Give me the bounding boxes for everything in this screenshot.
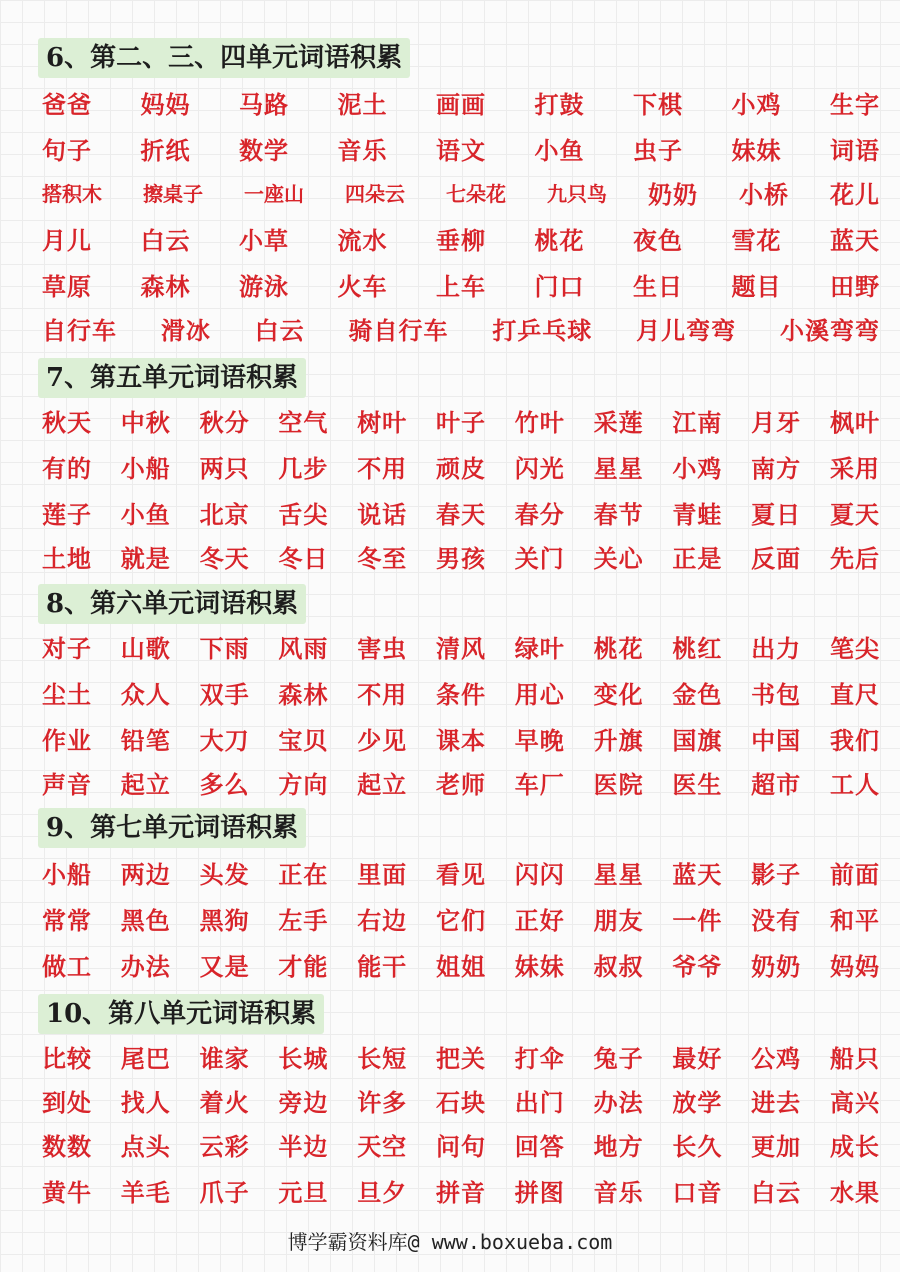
vocab-word: 小鱼 — [120, 499, 171, 529]
vocab-word: 超市 — [751, 769, 802, 799]
vocab-word: 蓝天 — [830, 225, 880, 255]
word-row — [42, 898, 880, 938]
vocab-word: 课本 — [435, 725, 486, 755]
vocab-word: 兔子 — [593, 1043, 644, 1073]
vocab-word: 多么 — [199, 769, 250, 799]
vocab-word: 两只 — [199, 453, 250, 483]
vocab-word: 进去 — [751, 1087, 802, 1117]
vocab-word: 月儿弯弯 — [636, 315, 737, 345]
vocab-word: 音乐 — [593, 1177, 644, 1207]
word-row — [42, 172, 880, 212]
vocab-word: 下棋 — [633, 89, 683, 119]
vocab-word: 冬天 — [199, 543, 250, 573]
vocab-word: 放学 — [672, 1087, 723, 1117]
vocab-word: 滑冰 — [160, 315, 211, 345]
vocab-word: 回答 — [514, 1131, 565, 1161]
vocab-word: 叔叔 — [593, 951, 644, 981]
vocab-word: 元旦 — [278, 1177, 329, 1207]
vocab-word: 小桥 — [739, 179, 789, 209]
vocab-word: 搭积木 — [42, 181, 102, 206]
vocab-word: 头发 — [199, 859, 250, 889]
vocab-word: 没有 — [751, 905, 802, 935]
vocab-word: 声音 — [42, 769, 92, 799]
vocab-word: 就是 — [120, 543, 171, 573]
vocab-word: 点头 — [120, 1131, 171, 1161]
vocab-word: 宝贝 — [278, 725, 329, 755]
vocab-word: 星星 — [593, 859, 644, 889]
vocab-word: 北京 — [199, 499, 250, 529]
vocab-word: 夜色 — [633, 225, 683, 255]
vocab-word: 桃红 — [672, 633, 723, 663]
vocab-word: 春天 — [435, 499, 486, 529]
vocab-word: 条件 — [435, 679, 486, 709]
vocab-word: 青蛙 — [672, 499, 723, 529]
vocab-word: 树叶 — [357, 407, 408, 437]
vocab-word: 一座山 — [244, 181, 304, 206]
vocab-word: 医生 — [672, 769, 723, 799]
vocab-word: 升旗 — [593, 725, 644, 755]
word-row — [42, 308, 880, 348]
vocab-word: 反面 — [751, 543, 802, 573]
vocab-word: 桃花 — [593, 633, 644, 663]
vocab-word: 正是 — [672, 543, 723, 573]
vocab-word: 石块 — [435, 1087, 486, 1117]
vocab-word: 医院 — [593, 769, 644, 799]
vocab-word: 出门 — [514, 1087, 565, 1117]
vocab-word: 双手 — [199, 679, 250, 709]
vocab-word: 春节 — [593, 499, 644, 529]
vocab-word: 小鸡 — [672, 453, 723, 483]
vocab-word: 害虫 — [357, 633, 408, 663]
vocab-word: 泥土 — [337, 89, 388, 119]
word-row — [42, 718, 880, 758]
vocab-word: 长短 — [357, 1043, 408, 1073]
word-row — [42, 82, 880, 122]
vocab-word: 小溪弯弯 — [779, 315, 880, 345]
vocab-word: 四朵云 — [345, 181, 405, 206]
vocab-word: 垂柳 — [436, 225, 486, 255]
vocab-word: 说话 — [357, 499, 408, 529]
vocab-word: 姐姐 — [435, 951, 486, 981]
vocab-word: 做工 — [42, 951, 92, 981]
vocab-word: 拼图 — [514, 1177, 565, 1207]
vocab-word: 九只鸟 — [547, 181, 607, 206]
vocab-word: 顽皮 — [435, 453, 486, 483]
vocab-word: 桃花 — [534, 225, 585, 255]
vocab-word: 语文 — [436, 135, 486, 165]
word-row — [42, 672, 880, 712]
vocab-word: 工人 — [829, 769, 880, 799]
vocab-word: 船只 — [829, 1043, 880, 1073]
vocab-word: 拼音 — [435, 1177, 486, 1207]
word-row — [42, 1080, 880, 1120]
vocab-word: 森林 — [278, 679, 329, 709]
vocab-word: 成长 — [829, 1131, 880, 1161]
vocab-word: 数数 — [42, 1131, 92, 1161]
vocab-word: 几步 — [278, 453, 329, 483]
vocab-word: 上车 — [436, 271, 486, 301]
vocab-word: 小鱼 — [534, 135, 585, 165]
vocab-word: 中国 — [751, 725, 802, 755]
vocab-word: 谁家 — [199, 1043, 250, 1073]
vocab-word: 地方 — [593, 1131, 644, 1161]
vocab-word: 数学 — [239, 135, 289, 165]
vocab-word: 不用 — [357, 453, 408, 483]
vocab-word: 秋天 — [42, 407, 92, 437]
vocab-word: 笔尖 — [829, 633, 880, 663]
section-title: 9、第七单元词语积累 — [38, 808, 306, 848]
vocab-word: 黑狗 — [199, 905, 250, 935]
word-row — [42, 852, 880, 892]
vocab-word: 关门 — [514, 543, 565, 573]
vocab-word: 车厂 — [514, 769, 565, 799]
vocab-word: 铅笔 — [120, 725, 171, 755]
vocab-word: 自行车 — [42, 315, 117, 345]
vocab-word: 叶子 — [435, 407, 486, 437]
vocab-word: 口音 — [672, 1177, 723, 1207]
vocab-word: 用心 — [514, 679, 565, 709]
section-title: 8、第六单元词语积累 — [38, 584, 306, 624]
vocab-word: 又是 — [199, 951, 250, 981]
vocab-word: 莲子 — [42, 499, 92, 529]
vocab-word: 折纸 — [140, 135, 191, 165]
vocab-word: 国旗 — [672, 725, 723, 755]
vocab-word: 生字 — [830, 89, 880, 119]
vocab-word: 题目 — [731, 271, 782, 301]
vocab-word: 起立 — [120, 769, 171, 799]
vocab-word: 找人 — [120, 1087, 171, 1117]
vocab-word: 虫子 — [633, 135, 683, 165]
vocab-word: 影子 — [751, 859, 802, 889]
vocab-word: 妹妹 — [514, 951, 565, 981]
vocab-word: 田野 — [830, 271, 880, 301]
vocab-word: 奶奶 — [648, 179, 698, 209]
vocab-word: 早晚 — [514, 725, 565, 755]
vocab-word: 云彩 — [199, 1131, 250, 1161]
vocab-word: 小船 — [42, 859, 92, 889]
footer-watermark: 博学霸资料库@ www.boxueba.com — [287, 1230, 613, 1254]
vocab-word: 采用 — [829, 453, 880, 483]
vocab-word: 羊毛 — [120, 1177, 171, 1207]
vocab-word: 少见 — [357, 725, 408, 755]
vocab-word: 变化 — [593, 679, 644, 709]
vocab-word: 土地 — [42, 543, 92, 573]
vocab-word: 夏日 — [751, 499, 802, 529]
vocab-word: 长城 — [278, 1043, 329, 1073]
section-title: 10、第八单元词语积累 — [38, 994, 324, 1034]
vocab-word: 门口 — [534, 271, 585, 301]
vocab-word: 风雨 — [278, 633, 329, 663]
vocab-word: 众人 — [120, 679, 171, 709]
vocab-word: 小鸡 — [731, 89, 782, 119]
vocab-word: 擦桌子 — [143, 181, 203, 206]
vocab-word: 正在 — [278, 859, 329, 889]
vocab-word: 森林 — [140, 271, 191, 301]
vocab-word: 草原 — [42, 271, 92, 301]
vocab-word: 游泳 — [239, 271, 289, 301]
vocab-word: 黑色 — [120, 905, 171, 935]
vocab-word: 比较 — [42, 1043, 92, 1073]
vocab-word: 许多 — [357, 1087, 408, 1117]
vocab-word: 右边 — [357, 905, 408, 935]
vocab-word: 到处 — [42, 1087, 92, 1117]
vocab-word: 星星 — [593, 453, 644, 483]
vocab-word: 江南 — [672, 407, 723, 437]
vocab-word: 左手 — [278, 905, 329, 935]
vocab-word: 蓝天 — [672, 859, 723, 889]
vocab-word: 竹叶 — [514, 407, 565, 437]
vocab-word: 绿叶 — [514, 633, 565, 663]
vocab-word: 马路 — [239, 89, 289, 119]
vocab-word: 下雨 — [199, 633, 250, 663]
vocab-word: 大刀 — [199, 725, 250, 755]
vocab-word: 正好 — [514, 905, 565, 935]
vocab-word: 秋分 — [199, 407, 250, 437]
vocab-word: 着火 — [199, 1087, 250, 1117]
vocab-word: 枫叶 — [829, 407, 880, 437]
vocab-word: 妈妈 — [140, 89, 191, 119]
vocab-word: 清风 — [435, 633, 486, 663]
vocab-word: 出力 — [751, 633, 802, 663]
vocab-word: 和平 — [829, 905, 880, 935]
vocab-word: 常常 — [42, 905, 92, 935]
vocab-word: 山歌 — [120, 633, 171, 663]
vocab-word: 两边 — [120, 859, 171, 889]
vocab-word: 闪闪 — [514, 859, 565, 889]
vocab-word: 关心 — [593, 543, 644, 573]
vocab-word: 爸爸 — [42, 89, 92, 119]
vocab-word: 才能 — [278, 951, 329, 981]
vocab-word: 不用 — [357, 679, 408, 709]
vocab-word: 朋友 — [593, 905, 644, 935]
vocab-word: 白云 — [254, 315, 305, 345]
vocab-word: 一件 — [672, 905, 723, 935]
word-row — [42, 128, 880, 168]
vocab-word: 里面 — [357, 859, 408, 889]
vocab-word: 旦夕 — [357, 1177, 408, 1207]
vocab-word: 打伞 — [514, 1043, 565, 1073]
word-row — [42, 446, 880, 486]
vocab-word: 半边 — [278, 1131, 329, 1161]
vocab-word: 冬日 — [278, 543, 329, 573]
vocab-word: 它们 — [435, 905, 486, 935]
word-row — [42, 264, 880, 304]
vocab-word: 白云 — [751, 1177, 802, 1207]
vocab-word: 音乐 — [337, 135, 388, 165]
vocab-word: 作业 — [42, 725, 92, 755]
vocab-word: 小船 — [120, 453, 171, 483]
vocab-word: 火车 — [337, 271, 388, 301]
vocab-word: 春分 — [514, 499, 565, 529]
vocab-word: 旁边 — [278, 1087, 329, 1117]
vocab-word: 画画 — [436, 89, 486, 119]
vocab-word: 直尺 — [829, 679, 880, 709]
vocab-word: 黄牛 — [42, 1177, 92, 1207]
vocab-word: 冬至 — [357, 543, 408, 573]
vocab-word: 先后 — [829, 543, 880, 573]
word-row — [42, 218, 880, 258]
vocab-word: 打乒乓球 — [492, 315, 593, 345]
vocab-word: 我们 — [829, 725, 880, 755]
vocab-word: 小草 — [239, 225, 289, 255]
vocab-word: 尾巴 — [120, 1043, 171, 1073]
vocab-word: 爪子 — [199, 1177, 250, 1207]
vocab-word: 尘土 — [42, 679, 92, 709]
vocab-word: 舌尖 — [278, 499, 329, 529]
vocab-word: 采莲 — [593, 407, 644, 437]
vocab-word: 月儿 — [42, 225, 92, 255]
vocab-word: 前面 — [829, 859, 880, 889]
vocab-word: 男孩 — [435, 543, 486, 573]
vocab-word: 问句 — [435, 1131, 486, 1161]
vocab-word: 七朵花 — [446, 181, 506, 206]
vocab-word: 老师 — [435, 769, 486, 799]
vocab-word: 打鼓 — [534, 89, 585, 119]
vocab-word: 花儿 — [830, 179, 880, 209]
word-row — [42, 536, 880, 576]
vocab-word: 爷爷 — [672, 951, 723, 981]
vocab-word: 方向 — [278, 769, 329, 799]
vocab-word: 骑自行车 — [348, 315, 449, 345]
vocab-word: 长久 — [672, 1131, 723, 1161]
vocab-word: 对子 — [42, 633, 92, 663]
vocab-word: 流水 — [337, 225, 388, 255]
vocab-word: 公鸡 — [751, 1043, 802, 1073]
word-row — [42, 762, 880, 802]
vocab-word: 水果 — [829, 1177, 880, 1207]
vocab-word: 最好 — [672, 1043, 723, 1073]
vocab-word: 有的 — [42, 453, 92, 483]
vocab-word: 句子 — [42, 135, 92, 165]
vocab-word: 能干 — [357, 951, 408, 981]
vocab-word: 月牙 — [751, 407, 802, 437]
vocab-word: 奶奶 — [751, 951, 802, 981]
vocab-word: 书包 — [751, 679, 802, 709]
vocab-word: 南方 — [751, 453, 802, 483]
section-title: 6、第二、三、四单元词语积累 — [38, 38, 410, 78]
word-row — [42, 492, 880, 532]
word-row — [42, 944, 880, 984]
vocab-word: 中秋 — [120, 407, 171, 437]
section-title: 7、第五单元词语积累 — [38, 358, 306, 398]
vocab-word: 生日 — [633, 271, 683, 301]
vocab-word: 空气 — [278, 407, 329, 437]
vocab-word: 雪花 — [731, 225, 782, 255]
vocab-word: 把关 — [435, 1043, 486, 1073]
vocab-word: 看见 — [435, 859, 486, 889]
vocab-word: 办法 — [593, 1087, 644, 1117]
vocab-word: 白云 — [140, 225, 191, 255]
word-row — [42, 1036, 880, 1076]
vocab-word: 金色 — [672, 679, 723, 709]
word-row — [42, 400, 880, 440]
vocab-word: 妹妹 — [731, 135, 782, 165]
word-row — [42, 626, 880, 666]
vocab-word: 天空 — [357, 1131, 408, 1161]
vocab-word: 高兴 — [829, 1087, 880, 1117]
vocab-word: 夏天 — [829, 499, 880, 529]
vocab-word: 起立 — [357, 769, 408, 799]
vocab-word: 词语 — [830, 135, 880, 165]
word-row — [42, 1170, 880, 1210]
vocab-word: 更加 — [751, 1131, 802, 1161]
vocab-word: 妈妈 — [829, 951, 880, 981]
word-row — [42, 1124, 880, 1164]
vocab-word: 办法 — [120, 951, 171, 981]
vocab-word: 闪光 — [514, 453, 565, 483]
